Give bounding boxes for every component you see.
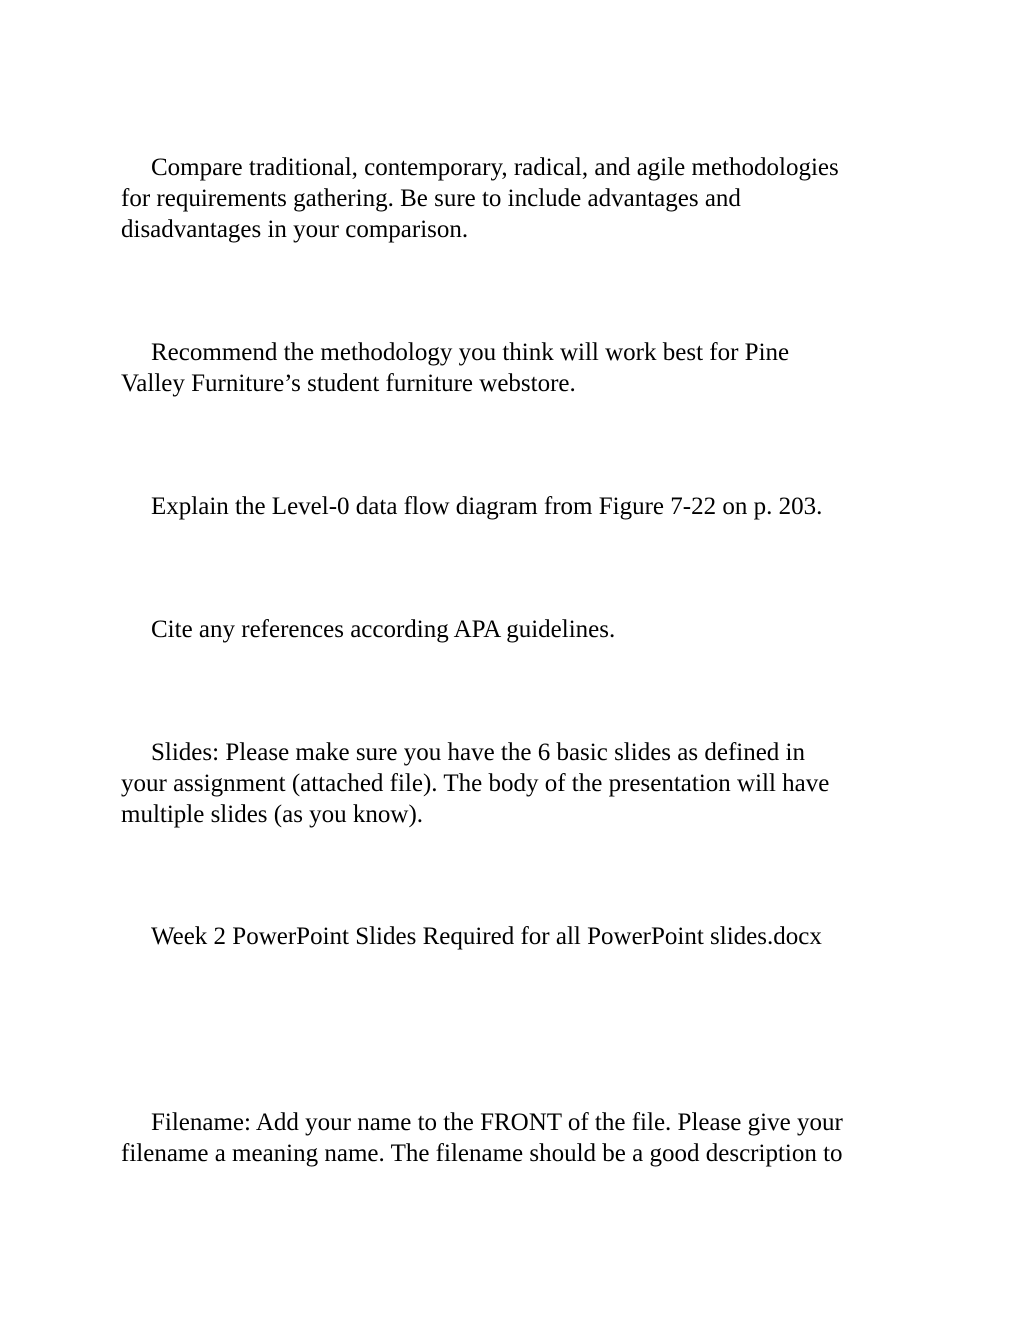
paragraph-line: Cite any references according APA guidelines. [151, 616, 616, 643]
paragraph-recommend-methodology [121, 337, 911, 399]
paragraph-attachment-filename [121, 921, 911, 952]
paragraph-line: Explain the Level-0 data flow diagram from Figure 7-22 on p. 203. [151, 493, 823, 520]
paragraph-line: Slides: Please make sure you have the 6 basic slides as defined in [151, 739, 806, 766]
paragraph-line: Compare traditional, contemporary, radical, and agile methodologies [151, 154, 839, 181]
paragraph-compare-methodologies [121, 152, 911, 245]
paragraph-line: for requirements gathering. Be sure to include advantages and [121, 185, 741, 212]
paragraph-line: multiple slides (as you know). [121, 801, 424, 828]
paragraph-line: disadvantages in your comparison. [121, 216, 469, 243]
paragraph-cite-references [121, 614, 911, 645]
paragraph-line: filename a meaning name. The filename should be a good description to [121, 1140, 843, 1167]
paragraph-line: Filename: Add your name to the FRONT of the file. Please give your [151, 1109, 843, 1136]
paragraph-filename-instructions [121, 1107, 911, 1169]
paragraph-line: your assignment (attached file). The body of the presentation will have [121, 770, 830, 797]
paragraph-line: Valley Furniture’s student furniture webstore. [121, 370, 576, 397]
paragraph-explain-diagram [121, 491, 911, 522]
paragraph-line: Week 2 PowerPoint Slides Required for all PowerPoint slides.docx [151, 923, 822, 950]
paragraph-line: Recommend the methodology you think will work best for Pine [151, 339, 790, 366]
paragraph-slides-instructions [121, 737, 911, 830]
